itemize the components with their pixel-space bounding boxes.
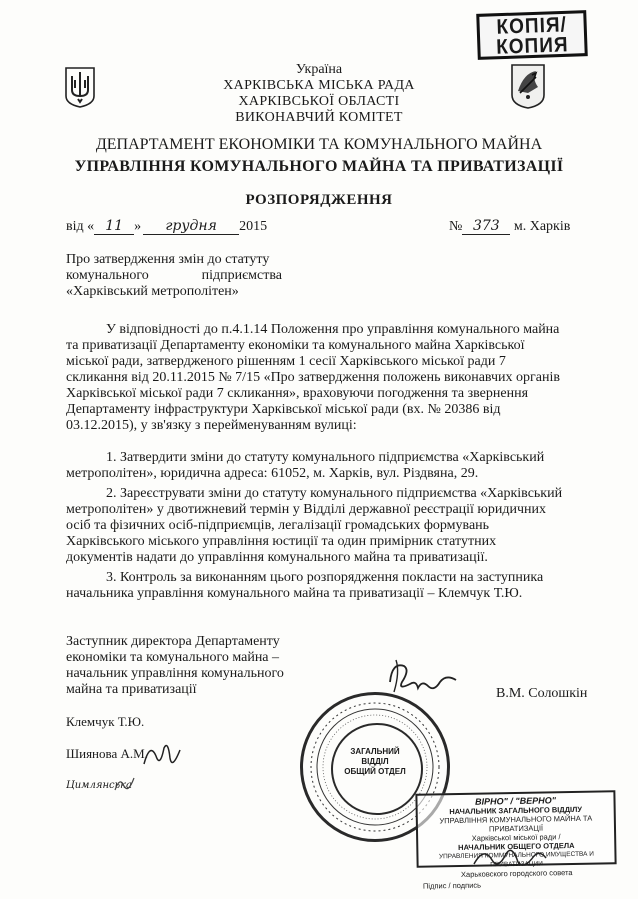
subject-line2b: підприємства (201, 268, 282, 283)
rect-stamp-line5: НАЧАЛЬНИК ОБЩЕГО ОТДЕЛА (458, 840, 575, 853)
rect-stamp-line1: ВІРНО" / "ВЕРНО" (475, 795, 556, 807)
city: м. Харків (513, 219, 571, 234)
subject-line3: «Харківський метрополітен» (66, 284, 239, 299)
signer-title-line: економіки та комунального майна – (66, 650, 280, 665)
date-year: 2015 (239, 219, 268, 234)
rect-stamp-line6: УПРАВЛЕНИЯ КОММУНАЛЬНОГО ИМУЩЕСТВА И ПРИВАТИЗАЦИИ (438, 850, 595, 869)
rect-stamp-line4: Харківської міської ради / (471, 832, 561, 843)
item2-line: метрополітен» у двотижневий термін у Відділі державної реєстрації юридичних (66, 502, 547, 517)
date-mid: » (134, 219, 142, 234)
copy-stamp-line2: КОПИЯ (495, 33, 569, 60)
intro-line: Харківської міської ради 7 скликання», враховуючи погодження та звернення (66, 386, 529, 401)
subject-line1: Про затвердження змін до статуту (66, 252, 270, 267)
order-number: 373 (462, 218, 510, 235)
intro-line: та приватизації Департаменту економіки та комунального майна Харківської (66, 338, 525, 353)
date-month: грудня (143, 218, 239, 235)
body-item3 (66, 570, 596, 602)
number-prefix: № (449, 219, 463, 234)
seal-line2: ВІДДІЛ (361, 757, 389, 766)
header-oblast: ХАРКІВСЬКОЇ ОБЛАСТІ (238, 94, 400, 109)
rect-stamp-line2: НАЧАЛЬНИК ЗАГАЛЬНОГО ВІДДІЛУ (449, 804, 583, 817)
approval-tsymlianska: Цимлянська (66, 780, 133, 791)
seal-text (303, 747, 447, 777)
directorate-title: УПРАВЛІННЯ КОМУНАЛЬНОГО МАЙНА ТА ПРИВАТИЗАЦІЇ (74, 158, 564, 175)
intro-line: міської ради, затвердженого рішенням 1 сесії Харківського міської ради 7 (66, 354, 506, 369)
subject-block (66, 252, 326, 300)
tsymlianska-signature-icon (112, 774, 138, 796)
item1-line: 1. Затвердити зміни до статуту комунального підприємства «Харківський (106, 450, 545, 465)
signer-name: В.М. Солошкін (496, 686, 588, 701)
rect-stamp-line7: Харьковского городского совета (460, 868, 573, 879)
intro-line: 03.12.2015), у зв'язку з перейменуванням вулиці: (66, 418, 357, 433)
approval-shyianova: Шиянова А.М. (66, 746, 148, 761)
body-item1 (66, 450, 596, 482)
intro-line: Департаменту інфраструктури Харківської міської ради (вх. № 20386 від (66, 402, 501, 417)
intro-line: скликання від 20.11.2015 № 7/15 «Про затвердження положень виконавчих органів (66, 370, 560, 385)
signer-title (66, 634, 326, 698)
intro-line: У відповідності до п.4.1.14 Положення про управління комунального майна (106, 322, 560, 337)
department-title: ДЕПАРТАМЕНТ ЕКОНОМІКИ ТА КОМУНАЛЬНОГО МАЙНА (95, 136, 543, 153)
subject-line2a: комунального (66, 268, 149, 283)
number-block (449, 218, 570, 235)
document-type: РОЗПОРЯДЖЕННЯ (245, 192, 393, 208)
signer-title-line: Заступник директора Департаменту (66, 634, 280, 649)
rect-stamp-line3: УПРАВЛІННЯ КОМУНАЛЬНОГО МАЙНА ТА ПРИВАТИЗАЦІЇ (439, 813, 593, 834)
header-council: ХАРКІВСЬКА МІСЬКА РАДА (223, 78, 415, 93)
certifier-signature-icon (470, 840, 550, 874)
seal-line3: ОБЩИЙ ОТДЕЛ (344, 767, 406, 776)
item2-line: Харківського міського управління юстиції та один примірник статутних (66, 534, 497, 549)
seal-line1: ЗАГАЛЬНИЙ (350, 747, 400, 756)
shyianova-signature-icon (140, 736, 184, 776)
signer-title-line: начальник управління комунального (66, 666, 284, 681)
copy-stamp (476, 10, 588, 60)
item2-line: документів надати до управління комунального майна та приватизації. (66, 550, 488, 565)
item3-line: 3. Контроль за виконанням цього розпорядження покласти на заступника (106, 570, 544, 585)
signer-title-line: майна та приватизації (66, 682, 197, 697)
copy-stamp-line1: КОПІЯ/ (496, 13, 568, 40)
date-line (66, 218, 596, 238)
body-intro (66, 322, 596, 434)
item1-line: метрополітен», юридична адреса: 61052, м. Харків, вул. Різдвяна, 29. (66, 466, 479, 481)
date-prefix: від « (66, 219, 95, 234)
body-item2 (66, 486, 596, 566)
date-day: 11 (94, 218, 134, 235)
header-committee: ВИКОНАВЧИЙ КОМІТЕТ (235, 110, 403, 125)
approval-klemchuk: Клемчук Т.Ю. (66, 714, 145, 729)
item2-line: осіб та фізичних осіб-підприємців, легалізації громадських формувань (66, 518, 490, 533)
item2-line: 2. Зареєструвати зміни до статуту комунального підприємства «Харківський (106, 486, 563, 501)
item3-line: начальника управління комунального майна та приватизації – Клемчук Т.Ю. (66, 586, 523, 601)
rect-stamp-line8: Підпис / подпись (422, 880, 482, 891)
header-country: Україна (295, 62, 343, 77)
